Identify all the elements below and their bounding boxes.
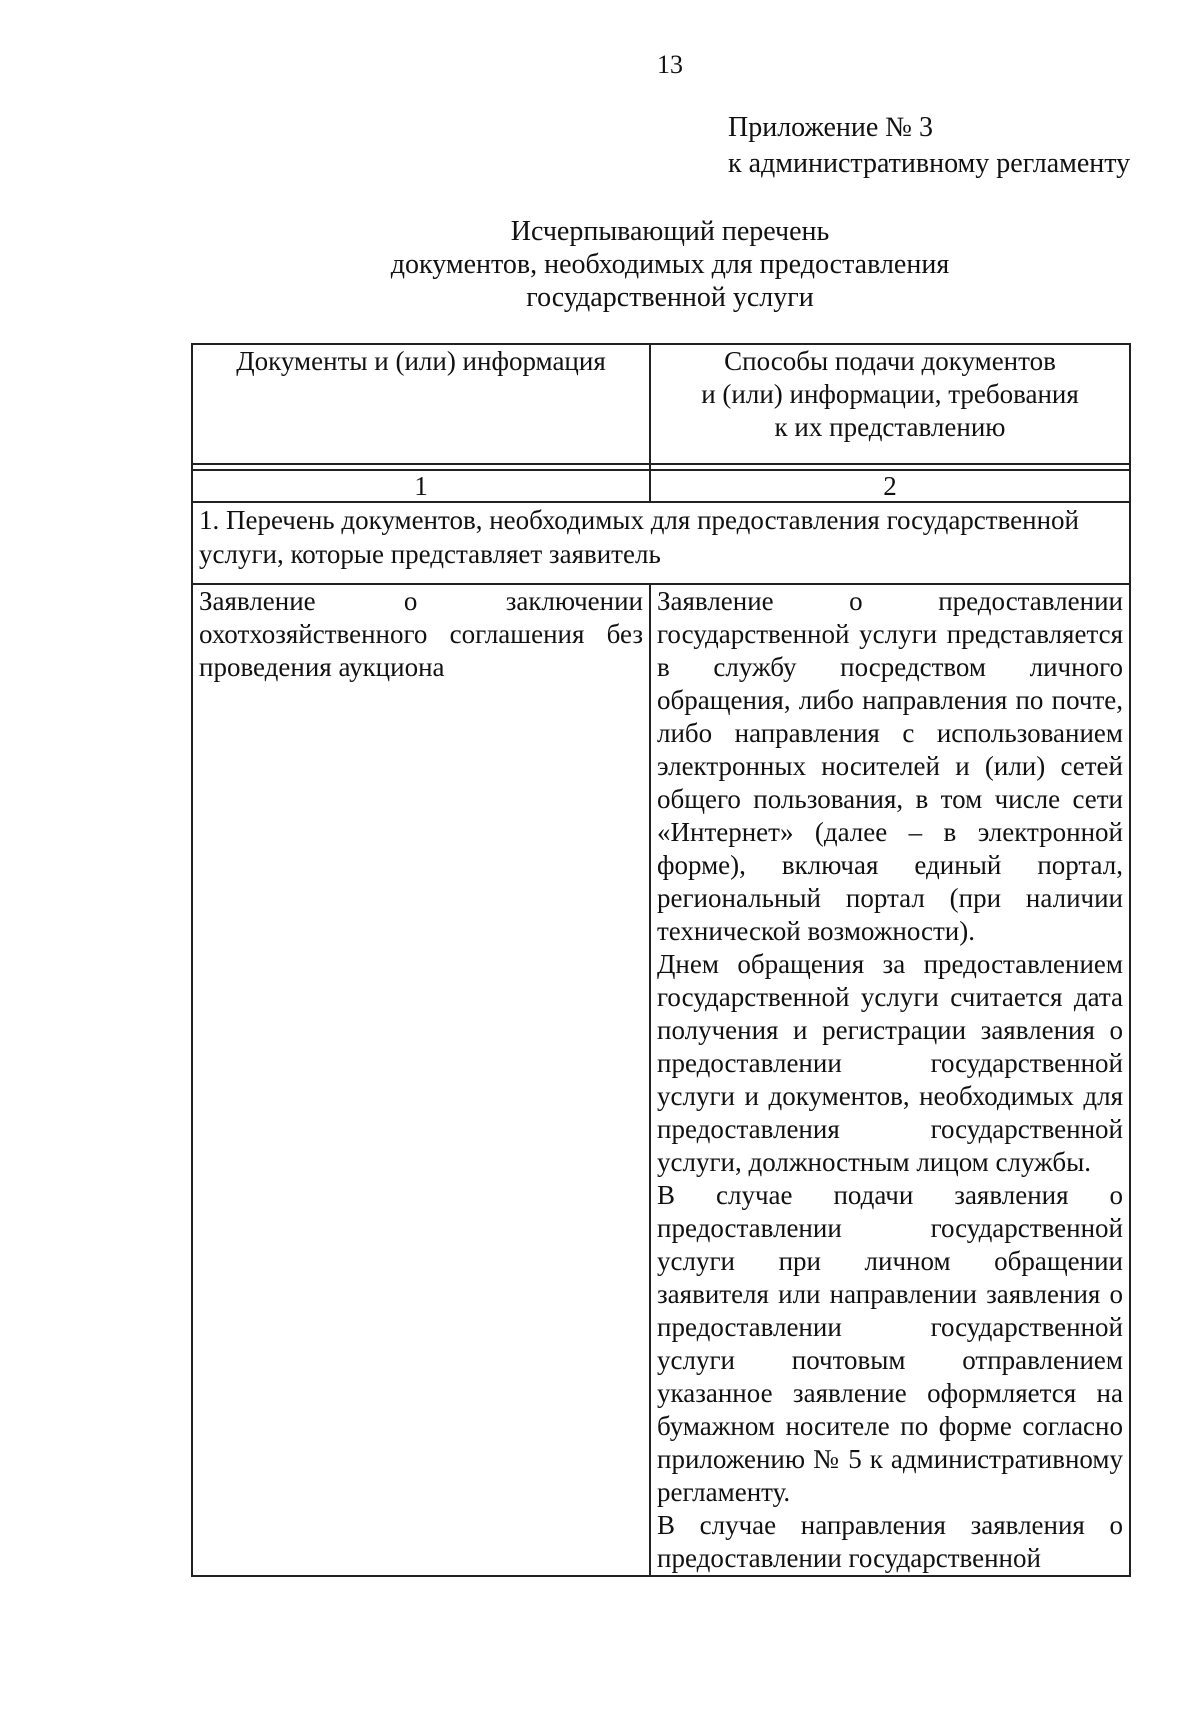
header-documents: Документы и (или) информация	[192, 344, 650, 464]
title-line-2: документов, необходимых для предоставления	[390, 249, 950, 280]
section-title: 1. Перечень документов, необходимых для предоставления государственной услуги, которые представляет заявитель	[192, 502, 1130, 584]
documents-table	[191, 343, 1131, 1577]
column-numbers-row	[192, 470, 1130, 502]
title-line-1: Исчерпывающий перечень	[510, 216, 830, 247]
section-row	[192, 502, 1130, 584]
column-number-1: 1	[192, 470, 650, 502]
title-line-3: государственной услуги	[526, 282, 814, 313]
column-number-2: 2	[650, 470, 1130, 502]
header-methods-line-3: к их представлению	[774, 412, 1006, 442]
appendix-line-1: Приложение № 3	[728, 112, 933, 143]
table-row	[192, 584, 1130, 1576]
appendix-line-2: к административному регламенту	[728, 148, 1131, 179]
appendix-reference	[728, 110, 1130, 182]
paragraph-4: В случае направления заявления о предоставлении государственной	[657, 1510, 1123, 1573]
document-title	[330, 215, 1010, 314]
submission-methods-cell	[650, 584, 1130, 1576]
header-methods-line-2: и (или) информации, требования	[701, 379, 1079, 409]
header-methods-line-1: Способы подачи документов	[724, 346, 1056, 376]
paragraph-1: Заявление о предоставлении государственной услуги представляется в службу посредством личного обращения, либо направления по почте, либо направления с использованием электронных носителей и (или) сетей общего пользования, в том числе сети «Интернет» (далее – в электронной форме), включая единый портал, региональный портал (при наличии технической возможности).	[657, 586, 1123, 946]
page-number: 13	[657, 50, 683, 79]
document-name-cell: Заявление о заключении охотхозяйственного соглашения без проведения аукциона	[192, 584, 650, 1576]
paragraph-2: Днем обращения за предоставлением государственной услуги считается дата получения и регистрации заявления о предоставлении государственной услуги и документов, необходимых для предоставления государственной услуги, должностным лицом службы.	[657, 949, 1123, 1177]
table-header-row	[192, 344, 1130, 464]
header-methods	[650, 344, 1130, 464]
paragraph-3: В случае подачи заявления о предоставлении государственной услуги при личном обращении заявителя или направлении заявления о предоставлении государственной услуги почтовым отправлением указанное заявление оформляется на бумажном носителе по форме согласно приложению № 5 к административному регламенту.	[657, 1180, 1123, 1507]
